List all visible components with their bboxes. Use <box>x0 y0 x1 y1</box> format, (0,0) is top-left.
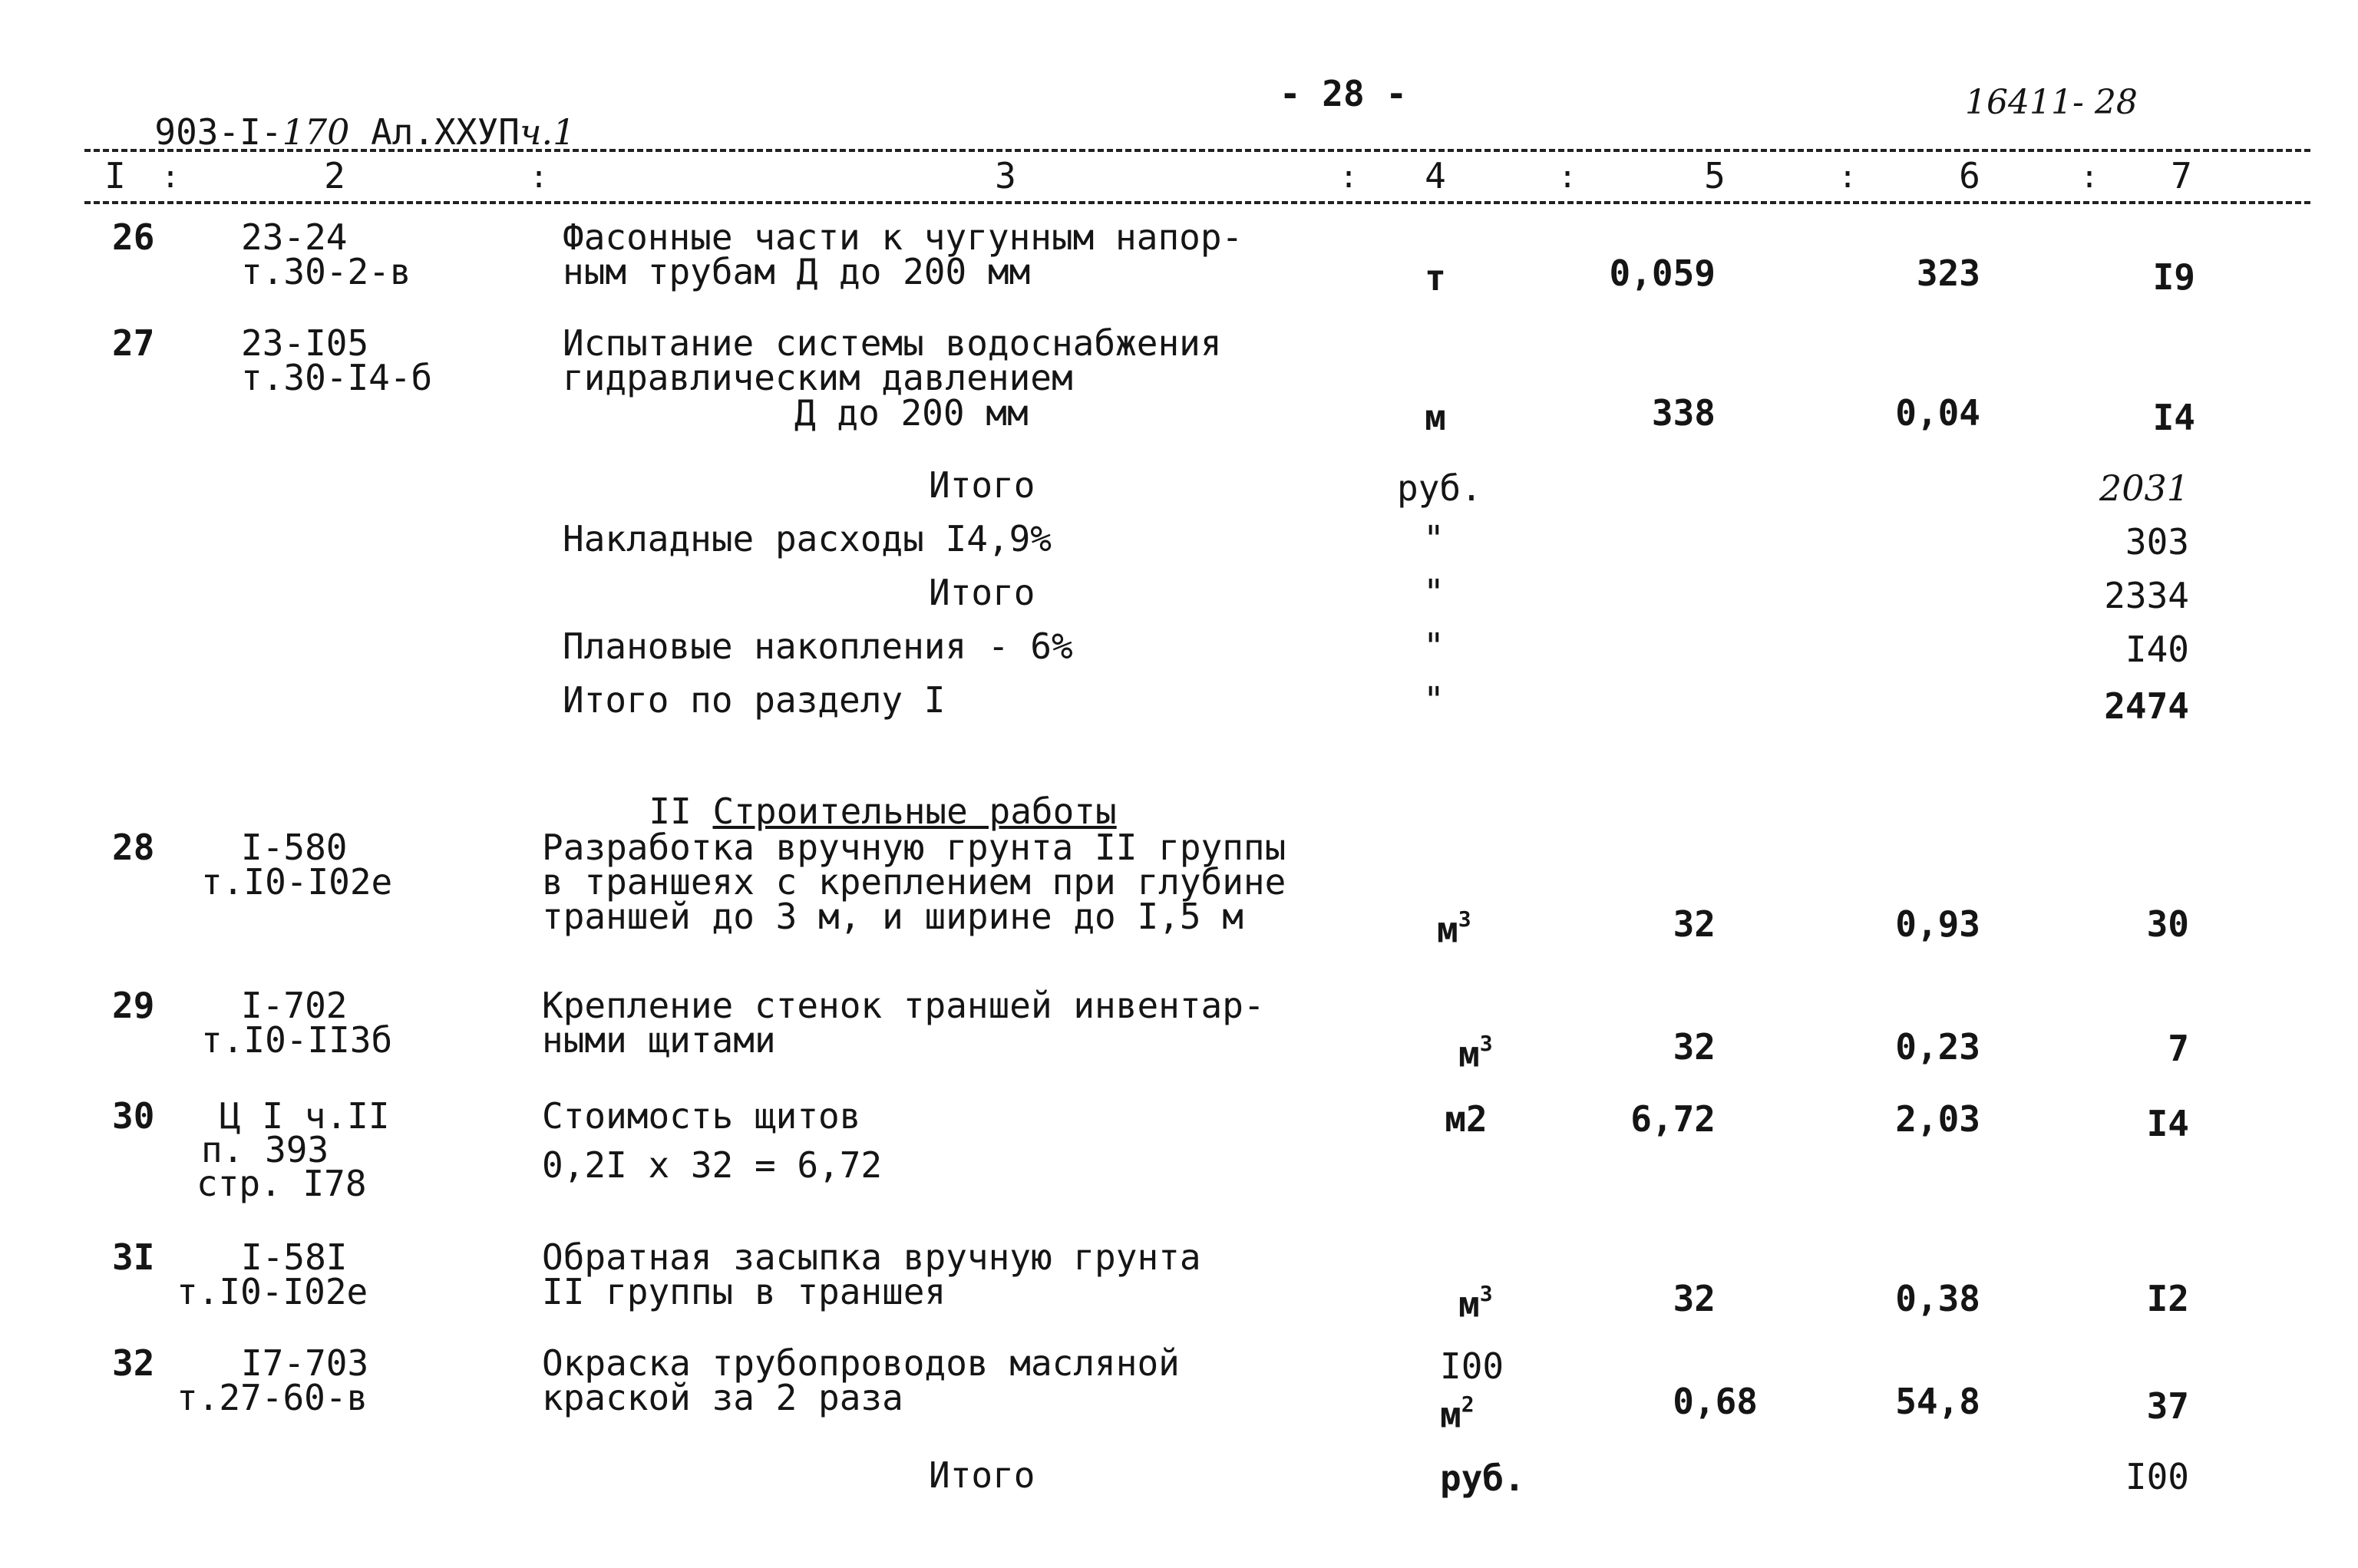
row-unit-price: 0,93 <box>1895 903 1980 945</box>
row-code-1: 23-24 <box>241 216 348 258</box>
row-description-line: траншей до 3 м, и ширине до I,5 м <box>542 896 1243 937</box>
row-sum: I4 <box>2146 1103 2189 1144</box>
row-code-2: т.I0-I02е <box>201 861 393 903</box>
col-header-3: 3 <box>995 155 1016 196</box>
row-unit: $м^3$ <box>1437 906 1471 951</box>
row-code-2: т.30-I4-б <box>241 357 433 398</box>
col-header-2: 2 <box>324 155 345 196</box>
row-code-2: т.27-60-в <box>177 1377 368 1418</box>
row-number: 28 <box>112 827 155 868</box>
total-sum: 2334 <box>2104 575 2189 616</box>
row-unit-price: 2,03 <box>1895 1098 1980 1140</box>
row-code-1: I7-703 <box>241 1342 369 1384</box>
row-number: 30 <box>112 1095 155 1137</box>
ditto-mark: " <box>1423 518 1445 560</box>
col-separator: : <box>2080 160 2099 195</box>
ditto-mark: " <box>1423 679 1445 721</box>
row-code-1: 23-I05 <box>241 322 369 364</box>
row-description-line: Обратная засыпка вручную грунта <box>542 1236 1201 1278</box>
row-sum: 7 <box>2168 1028 2189 1069</box>
total-label: Итого <box>929 464 1035 506</box>
row-unit: $м^3$ <box>1458 1281 1493 1325</box>
col-separator: : <box>530 160 549 195</box>
doc-code-suffix: Ал.ХХУП <box>349 111 520 153</box>
row-description-line: краской за 2 раза <box>542 1377 903 1418</box>
row-quantity: 0,059 <box>1609 253 1716 294</box>
row-code-2: т.30-2-в <box>241 251 411 292</box>
row-unit-price: 0,38 <box>1895 1278 1980 1319</box>
row-unit: т <box>1425 257 1446 299</box>
col-separator: : <box>1558 160 1577 195</box>
doc-code-mark: ч.1 <box>519 111 576 153</box>
row-description-line: 0,2I х 32 = 6,72 <box>542 1144 883 1186</box>
section-total-label: Итого по разделу I <box>563 679 946 721</box>
header-rule-top <box>84 149 2310 152</box>
row-description-line: Д до 200 мм <box>794 392 1029 434</box>
row-unit-price: 0,04 <box>1895 392 1980 434</box>
col-separator: : <box>161 160 180 195</box>
col-header-1: I <box>104 155 126 196</box>
col-separator: : <box>1838 160 1858 195</box>
row-unit: м <box>1425 397 1446 438</box>
row-description-line: Окраска трубопроводов масляной <box>542 1342 1180 1384</box>
doc-code-handwritten: 170 <box>282 111 350 153</box>
total-sum: I00 <box>2125 1456 2189 1497</box>
row-quantity: 338 <box>1651 392 1716 434</box>
row-code-1: I-702 <box>241 985 348 1026</box>
row-code-1: I-580 <box>241 827 348 868</box>
row-number: 26 <box>112 216 155 258</box>
row-description-line: в траншеях с креплением при глубине <box>542 861 1286 903</box>
row-code-1: I-58I <box>241 1236 348 1278</box>
total-label: Итого <box>929 572 1035 613</box>
row-quantity: 32 <box>1673 903 1716 945</box>
row-description-line: Фасонные части к чугунным напор- <box>563 216 1243 258</box>
doc-code <box>112 77 576 153</box>
row-sum: 30 <box>2146 903 2189 945</box>
row-description-line: ным трубам Д до 200 мм <box>563 251 1031 292</box>
total-sum: 2031 <box>2099 467 2189 509</box>
row-quantity: 0,68 <box>1673 1381 1758 1422</box>
row-unit: $м^3$ <box>1458 1031 1493 1075</box>
col-header-5: 5 <box>1704 155 1726 196</box>
row-sum: I9 <box>2152 256 2195 298</box>
page-number: - 28 - <box>1279 73 1408 114</box>
row-unit-price: 54,8 <box>1895 1381 1980 1422</box>
overhead-sum: 303 <box>2125 521 2189 563</box>
row-code-3: стр. I78 <box>196 1163 367 1204</box>
row-sum: I4 <box>2152 397 2195 438</box>
row-quantity: 32 <box>1673 1278 1716 1319</box>
row-unit-2: $м^2$ <box>1440 1391 1475 1436</box>
row-quantity: 6,72 <box>1630 1098 1716 1140</box>
planned-savings-label: Плановые накопления - 6% <box>563 626 1073 667</box>
col-header-6: 6 <box>1959 155 1980 196</box>
planned-savings-sum: I40 <box>2125 629 2189 670</box>
row-unit: м2 <box>1445 1098 1488 1140</box>
reference-number: 16411- 28 <box>1965 83 2138 122</box>
row-unit-price: 0,23 <box>1895 1026 1980 1068</box>
overhead-label: Накладные расходы I4,9% <box>563 518 1052 560</box>
row-code-1: Ц I ч.II <box>220 1095 390 1137</box>
row-description-line: Испытание системы водоснабжения <box>563 322 1222 364</box>
row-description-line: II группы в траншея <box>542 1271 946 1312</box>
ditto-mark: " <box>1423 626 1445 667</box>
row-number: 32 <box>112 1342 155 1384</box>
row-description-line: Разработка вручную грунта II группы <box>542 827 1286 868</box>
row-unit-price: 323 <box>1916 253 1980 294</box>
header-rule-bottom <box>84 201 2310 204</box>
row-sum: 37 <box>2146 1385 2189 1427</box>
row-number: 3I <box>112 1236 155 1278</box>
row-code-2: п. 393 <box>201 1129 329 1170</box>
row-unit: I00 <box>1440 1345 1504 1387</box>
section-number: II <box>649 791 692 832</box>
row-description-line: Стоимость щитов <box>542 1095 861 1137</box>
ditto-mark: " <box>1423 572 1445 613</box>
row-sum: I2 <box>2146 1278 2189 1319</box>
row-description-line: ными щитами <box>542 1019 776 1061</box>
total-label: Итого <box>929 1454 1035 1496</box>
row-quantity: 32 <box>1673 1026 1716 1068</box>
row-number: 27 <box>112 322 155 364</box>
col-header-4: 4 <box>1425 155 1446 196</box>
total-unit: руб. <box>1397 467 1482 509</box>
row-code-2: т.I0-I02е <box>177 1271 368 1312</box>
section-total-sum: 2474 <box>2104 685 2189 727</box>
section-title: Строительные работы <box>712 791 1117 832</box>
col-header-7: 7 <box>2171 155 2192 196</box>
row-number: 29 <box>112 985 155 1026</box>
total-unit: руб. <box>1440 1457 1525 1499</box>
col-separator: : <box>1339 160 1359 195</box>
row-code-2: т.I0-II3б <box>201 1019 393 1061</box>
row-description-line: Крепление стенок траншей инвентар- <box>542 985 1265 1026</box>
row-description-line: гидравлическим давлением <box>563 357 1073 398</box>
section-heading <box>606 756 1117 830</box>
doc-code-prefix: 903-I- <box>154 111 282 153</box>
